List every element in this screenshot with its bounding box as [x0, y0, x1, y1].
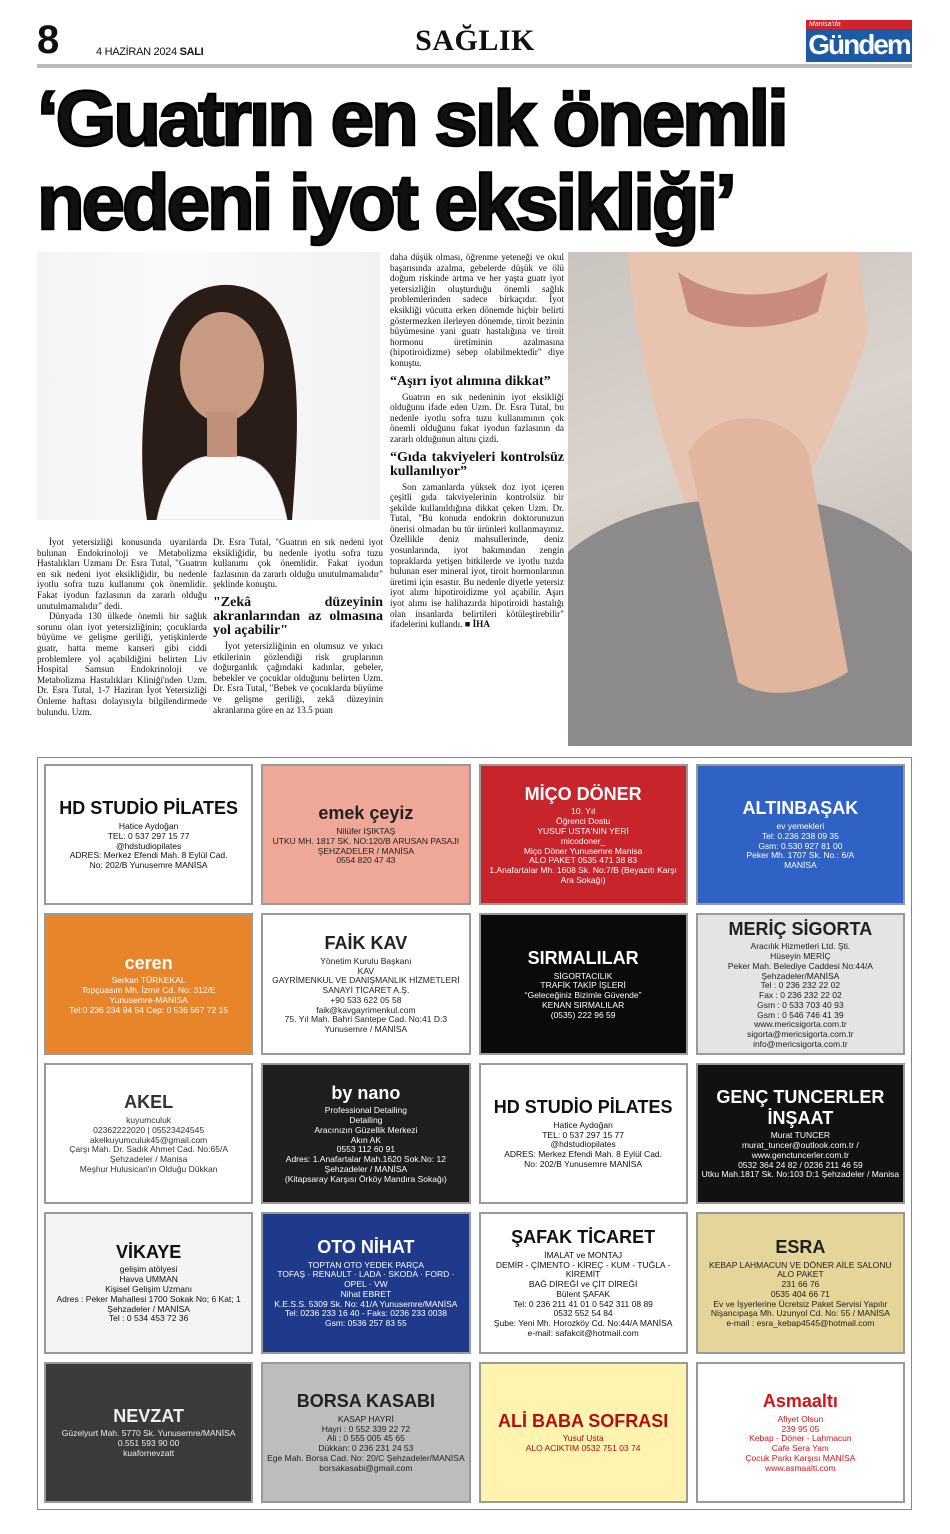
ad-text: Detailing: [349, 1115, 383, 1126]
neck-photo: [568, 252, 912, 746]
ad-text: Nilüfer IŞIKTAŞ: [336, 826, 396, 836]
ad-text: Serkan TÜRKEKAL: [111, 975, 186, 986]
ad-text: Çarşı Mah. Dr. Sadık Ahmet Cad. No:65/A Şehzadeler / Manisa: [69, 1144, 228, 1165]
advertisement: [261, 1063, 470, 1204]
ad-title: FAİK KAV: [324, 933, 408, 954]
ad-title: by nano: [331, 1082, 401, 1103]
ad-text: kuafornevzatt: [123, 1448, 175, 1459]
article-paragraph: Dr. Esra Tutal, "Guatrın en sık nedeni iyot eksikliğidir, bu nedenle iyotlu sofra tuzu kullanımı çok önemlidir. Fakat iyodun fazlasının da zararlı olduğu unutulmamalıdır" şeklinde konuştu.: [213, 537, 383, 590]
ad-text: Utku Mah.1817 Sk. No:103 D:1 Şehzadeler / Manisa: [701, 1169, 900, 1180]
ad-text: ev yemekleri: [776, 821, 825, 832]
ad-text: 0.551 593 90 00: [117, 1438, 180, 1449]
ad-text: 231 66 76: [781, 1279, 820, 1290]
ad-text: No: 202/B Yunusemre MANİSA: [89, 860, 208, 871]
ad-text: www.mericsigorta.com.tr: [754, 1019, 847, 1030]
ad-title: Asmaaltı: [762, 1391, 838, 1412]
ad-text: TRAFİK TAKİP İŞLERİ: [540, 980, 626, 991]
headline-line-1: ‘Guatrın en sık önemli: [37, 74, 786, 162]
ad-title: GENÇ TUNCERLER İNŞAAT: [716, 1086, 885, 1128]
ad-title: MİÇO DÖNER: [524, 783, 642, 804]
ad-text: Meşhur Hulusican'ın Olduğu Dükkan: [79, 1163, 218, 1174]
ad-text: TOPTAN OTO YEDEK PARÇA: [307, 1259, 425, 1270]
ad-text: 0532 552 54 84: [553, 1308, 613, 1319]
ad-text: K.E.S.S. 5309 Sk. No: 41/A Yunusemre/MANİSA: [274, 1298, 458, 1309]
ad-text: Fax : 0 236 232 22 02: [759, 990, 842, 1001]
ad-text: Cafe Sera Yanı: [771, 1443, 830, 1454]
ad-text: Afiyet Olsun: [777, 1413, 824, 1424]
ad-text: @hdstudiopilates: [115, 840, 182, 851]
advertisement: [696, 913, 905, 1054]
ad-text: 0553 112 60 91: [336, 1144, 396, 1155]
advertisement: [696, 1063, 905, 1204]
advertisement: [479, 913, 688, 1054]
ad-text: Kişisel Gelişim Uzmanı: [105, 1283, 193, 1294]
ad-text: Yusuf Usta: [562, 1433, 604, 1444]
day-text: SALI: [179, 46, 204, 58]
ad-text: Dükkan: 0 236 231 24 53: [318, 1443, 414, 1454]
section-title: SAĞLIK: [415, 24, 535, 57]
advertisement: [479, 1212, 688, 1353]
ad-text: Ev ve İşyerlerine Ücretsiz Paket Servisi Yapılır: [713, 1298, 888, 1309]
ad-text: Ege Mah. Borsa Cad. No: 20/C Şehzadeler/MANİSA: [267, 1452, 465, 1463]
ad-text: İMALAT ve MONTAJ: [544, 1249, 623, 1260]
ad-text: +90 533 622 05 58: [330, 994, 402, 1005]
ad-text: akelkuyumculuk45@gmail.com: [89, 1134, 208, 1145]
ad-text: Akın AK: [350, 1134, 381, 1145]
ad-title: BORSA KASABI: [296, 1391, 436, 1412]
ad-text: Peker Mh. 1707 Sk. No.: 6/A: [746, 850, 855, 861]
ad-text: ALO PAKET 0535 471 38 83: [529, 855, 638, 866]
ad-text: Bülent ŞAFAK: [556, 1288, 611, 1299]
ad-text: 0532 364 24 82 / 0236 211 46 59: [738, 1159, 863, 1170]
ad-text: gelişim atölyesi: [119, 1264, 178, 1275]
ad-text: Gsm: 0536 257 83 55: [324, 1318, 407, 1329]
ad-text: Gsm : 0 533 703 40 93: [757, 999, 844, 1010]
ad-text: e-mail : esra_kebap4545@hotmail.com: [726, 1318, 875, 1329]
ad-text: Hatice Aydoğan: [553, 1119, 613, 1130]
ad-text: ADRES: Merkez Efendi Mah. 8 Eylül Cad.: [504, 1149, 663, 1160]
ad-text: MANİSA: [784, 860, 817, 871]
ad-text: SİGORTACILIK: [553, 970, 613, 981]
paragraph-text: Son zamanlarda yüksek doz iyot içeren çeşitli gıda takviyelerinin kontrolsüz bir şekilde kullanıldığına dikkat çeken Uzm. Dr. Tutal, "Bu konuda endokrin doktorunuzun önerisi olmadan bu tür ürünleri kullanmayınız. Özellikle deniz mahsullerinde, deniz yosunlarında, iyot bakımından zengin topraklarda yetişen bitkilerde ve iyotlu tuzda bulunan eser mineral iyot, tiroit hormonlarının üretimi için esastır. Bu nedenle diyetle yetersiz iyot alımı hipotiroidizme yol açabilir. Aşırı iyot alımı ise halihazırda hipotiroidi hastalığı olan insanlarda belirtileri kötüleştirebilir" ifadelerini kullandı.: [390, 481, 564, 630]
date-text: 4 HAZİRAN 2024: [96, 46, 177, 58]
ad-text: UTKU MH. 1817 SK. NO:120/B ARUSAN PASAJI: [272, 835, 460, 846]
ad-text: sigorta@mericsigorta.com.tr: [747, 1029, 854, 1040]
ad-title: AKEL: [124, 1092, 174, 1113]
ad-text: Hüseyin MERİÇ: [770, 950, 831, 961]
ad-text: Güzelyurt Mah. 5770 Sk. Yunusemre/MANİSA: [61, 1428, 236, 1439]
advertisement: [696, 1362, 905, 1503]
ad-text: Gsm: 0.530 927 81 00: [758, 840, 843, 851]
ad-title: ceren: [124, 952, 173, 973]
ad-text: “Geleceğiniz Bizimle Güvende”: [524, 990, 642, 1001]
ad-text: (Kitapsaray Karşısı Örköy Mandıra Sokağı): [284, 1173, 447, 1184]
logo-text: Gündem: [808, 29, 910, 60]
advertisement: [479, 764, 688, 905]
advertisement: [261, 1212, 470, 1353]
ad-text: @hdstudiopilates: [550, 1139, 616, 1150]
article-paragraph: Guatrın en sık nedeninin iyot eksikliği olduğunu ifade eden Uzm. Dr. Esra Tutal, bu nedenle iyotlu sofra tuzu kullanımının çok önemli olduğunu fakat iyodun fazlasının da zararlı olduğunun altını çizdi.: [390, 391, 564, 444]
ad-title: VİKAYE: [115, 1241, 182, 1262]
ad-text: No: 202/B Yunusemre MANİSA: [524, 1158, 643, 1169]
article-paragraph: İyot yetersizliğinin en olumsuz ve yıkıcı etkilerinin gözlendiği risk gruplarının doğurganlık çağındaki kadınlar, gebeler, bebekler ve çocuklar olduğunu belirten Uzm. Dr. Esra Tutal, "Bebek ve çocuklarda büyüme ve gelişme geriliği, zekâ düzeyinin akranlarına göre en az 13.5 puan: [213, 640, 383, 715]
ad-text: Hayri : 0 552 339 22 72: [321, 1423, 411, 1434]
article-paragraph: daha düşük olması, öğrenme yeteneği ve okul başarısında azalma, gebelerde düşük ve ölü doğum riskinde artma ve her yaşta guatr iyot yetersizliğin oluşturduğu önemli sağlık problemlerinden sadece birkaçıdır. İyot eksikliği vücutta erken dönemde hiçbir belirti göstermezken ilerleyen dönemde, tiroit bezinin büyümesine yani guatr hastalığına ve tiroit hormonu üretiminin azalmasına (hipotiroidizme) sebep olabilmektedir" diye konuştu.: [390, 252, 564, 368]
ad-title: HD STUDİO PİLATES: [59, 798, 238, 819]
ad-text: Adres : Peker Mahallesi 1700 Sokak No; 6 Kat; 1: [56, 1293, 241, 1304]
logo-top: Manisa'da: [806, 20, 912, 29]
ad-text: Professional Detailing: [324, 1105, 407, 1116]
newspaper-logo: [806, 20, 912, 62]
ad-title: SIRMALILAR: [527, 947, 639, 968]
subheading: “Aşırı iyot alımına dikkat”: [390, 373, 551, 389]
ad-text: Çocuk Parkı Karşısı MANİSA: [745, 1452, 856, 1463]
advertisement: [261, 913, 470, 1054]
ad-text: kuyumculuk: [126, 1115, 172, 1126]
ad-text: TEL: 0 537 297 15 77: [107, 830, 190, 841]
ad-text: Öğrenci Dostu: [555, 816, 611, 827]
ad-text: KEBAP LAHMACUN VE DÖNER AİLE SALONU: [709, 1259, 892, 1270]
ad-title: ESRA: [775, 1236, 826, 1257]
ad-text: TEL: 0 537 297 15 77: [542, 1129, 624, 1140]
advertisement: [44, 913, 253, 1054]
ad-title: ALTINBAŞAK: [742, 798, 859, 819]
advertisement: [44, 1063, 253, 1204]
ad-text: Miço Döner Yunusemre Manisa: [523, 845, 643, 856]
ad-text: ŞEHZADELER / MANİSA: [317, 845, 415, 856]
page-number: 8: [37, 18, 60, 62]
ad-text: KENAN SIRMALILAR: [542, 999, 625, 1010]
subheading: "Zekâ düzeyinin akranlarından az olmasına yol açabilir": [213, 594, 383, 638]
ad-text: 75. Yıl Mah. Bahri Santepe Cad. No:41 D:3 Yunusemre / MANİSA: [284, 1014, 448, 1035]
ad-text: Şube: Yeni Mh. Horozköy Cd. No:44/A MANİSA: [493, 1318, 673, 1329]
ad-title: emek çeyiz: [318, 803, 414, 824]
ad-text: Aracınızın Güzellik Merkezi: [314, 1124, 418, 1135]
subheading: “Gıda takviyeleri kontrolsüz kullanılıyor”: [390, 449, 564, 479]
advertisement-grid: [37, 757, 912, 1510]
ad-text: Tel:0 236 234 94 54 Cep: 0 536 567 72 15: [69, 1004, 229, 1015]
ad-text: TOFAŞ · RENAULT · LADA · SKODA · FORD · OPEL · VW: [277, 1269, 455, 1290]
ad-text: Tel: 0 236 211 41 01 0 542 311 08 89: [513, 1298, 653, 1309]
ad-text: Tel: 0.236 238 09 35: [761, 830, 839, 841]
ad-text: BAĞ DİREĞİ ve ÇİT DİREĞİ: [528, 1279, 638, 1290]
ad-text: Adres: 1.Anafartalar Mah.1620 Sok.No: 12 Şehzadeler / MANİSA: [285, 1154, 446, 1174]
ad-title: HD STUDİO PİLATES: [493, 1097, 673, 1118]
ad-text: 1.Anafartalar Mh. 1608 Sk. No:7/B (Beyazıtı Karşı Ara Sokağı): [489, 865, 677, 885]
ad-text: Nihat EBRET: [340, 1288, 392, 1299]
ad-text: 02362222020 | 05523424545: [93, 1124, 205, 1135]
ad-text: Kebap - Döner - Lahmacun: [749, 1433, 852, 1444]
article-column-3: [390, 252, 564, 630]
ad-text: Yönetim Kurulu Başkanı: [320, 955, 412, 966]
ad-text: Murat TUNCER: [770, 1130, 831, 1141]
ad-text: Yunusemre-MANİSA: [109, 994, 188, 1005]
ad-text: ALO ACIKTIM 0532 751 03 74: [525, 1443, 641, 1454]
ad-text: Aracılık Hizmetleri Ltd. Şti.: [750, 941, 851, 952]
article-column-1: [37, 537, 207, 717]
ad-title: ALİ BABA SOFRASI: [497, 1410, 669, 1431]
article-paragraph: [390, 482, 564, 630]
ad-text: Şehzadeler / MANİSA: [107, 1303, 190, 1314]
ad-text: Ali : 0 555 005 45 65: [326, 1433, 405, 1444]
advertisement: [261, 764, 470, 905]
ad-text: e-mail: safakcit@hotmail.com: [527, 1327, 639, 1338]
ad-text: KASAP HAYRİ: [337, 1413, 394, 1424]
ad-text: 239 95 05: [781, 1423, 820, 1434]
advertisement: [261, 1362, 470, 1503]
ad-text: Tel : 0 534 453 72 36: [108, 1313, 189, 1324]
ad-text: (0535) 222 96 59: [550, 1009, 616, 1020]
advertisement: [44, 764, 253, 905]
ad-text: Nişancıpaşa Mh. Uzunyol Cd. No: 55 / MANİSA: [710, 1308, 890, 1319]
ad-text: YUSUF USTA'NIN YERİ: [537, 826, 629, 836]
ad-text: Havva UMMAN: [119, 1274, 178, 1285]
ad-text: www.asmaalti.com: [765, 1462, 836, 1473]
advertisement: [696, 764, 905, 905]
ad-text: 0554 820 47 43: [336, 855, 396, 866]
ad-text: ADRES: Merkez Efendi Mah. 8 Eylül Cad.: [69, 850, 228, 861]
ad-text: Topçuasım Mh. İzmir Cd. No: 312/E: [81, 985, 216, 996]
ad-text: Tel : 0 236 232 22 02: [760, 980, 841, 991]
doctor-photo: [37, 252, 380, 520]
ad-text: 10. Yıl: [571, 806, 596, 817]
headline-line-2: nedeni iyot eksikliği’: [37, 158, 734, 246]
advertisement: [479, 1362, 688, 1503]
ad-text: Peker Mah. Belediye Caddesi No:44/A Şehzadeler/MANİSA: [727, 960, 873, 981]
advertisement: [44, 1362, 253, 1503]
ad-title: MERİÇ SİGORTA: [728, 918, 873, 939]
article-paragraph: Dünyada 130 ülkede önemli bir sağlık sorunu olan iyot yetersizliğinin; çocuklarda büyüme ve gelişme geriliği, yetişkinlerde guatr, hatta meme kanseri gibi ciddi problemlere yol açabildiğini belirten Liv Hospital Samsun Endokrinoloji ve Metabolizma Hastalıkları Kliniği'nden Uzm. Dr. Esra Tutal, 1-7 Haziran İyot Yetersizliği Önleme haftası dolayısıyla bilgilendirmede bulundu. Uzm.: [37, 611, 207, 717]
ad-text: micodoner_: [560, 835, 606, 846]
ad-text: Hatice Aydoğan: [118, 821, 179, 832]
advertisement: [44, 1212, 253, 1353]
header-rule: [37, 64, 912, 68]
ad-title: ŞAFAK TİCARET: [511, 1227, 656, 1248]
agency-credit: ■ İHA: [464, 619, 490, 630]
ad-title: NEVZAT: [113, 1405, 184, 1426]
ad-text: murat_tuncer@outlook.com.tr / www.genctuncerler.com.tr: [741, 1140, 859, 1160]
ad-text: DEMİR - ÇİMENTO - KİREÇ - KUM - TUĞLA - KİREMİT: [495, 1259, 671, 1280]
ad-text: GAYRİMENKUL VE DANIŞMANLIK HİZMETLERİ SANAYİ TİCARET A.Ş.: [272, 975, 460, 996]
ad-text: borsakasabi@gmail.com: [319, 1462, 413, 1473]
issue-date: [96, 46, 203, 59]
ad-text: faik@kavgayrimenkul.com: [316, 1004, 416, 1015]
ad-title: OTO NİHAT: [317, 1236, 415, 1257]
article-column-2: [213, 537, 383, 715]
ad-text: info@mericsigorta.com.tr: [753, 1038, 848, 1049]
article-paragraph: İyot yetersizliği konusunda uyarılarda bulunan Endokrinoloji ve Metabolizma Hastalıkları Uzmanı Dr. Esra Tutal, "Guatrın en sık nedeni iyot eksikliğidir, bu nedenle iyotlu sofra tuzu kullanımı çok önemlidir. Fakat iyodun fazlasının da zararlı olduğu unutulmamalıdır" dedi.: [37, 537, 207, 611]
ad-text: ALO PAKET: [777, 1269, 824, 1280]
ad-text: 0535 404 66 71: [770, 1288, 830, 1299]
ad-text: Tel: 0236 233 16 40 - Faks: 0236 233 0038: [284, 1308, 447, 1319]
advertisement: [479, 1063, 688, 1204]
advertisement: [696, 1212, 905, 1353]
ad-text: KAV: [357, 965, 375, 976]
ad-text: Gsm : 0 546 746 41 39: [757, 1009, 844, 1020]
